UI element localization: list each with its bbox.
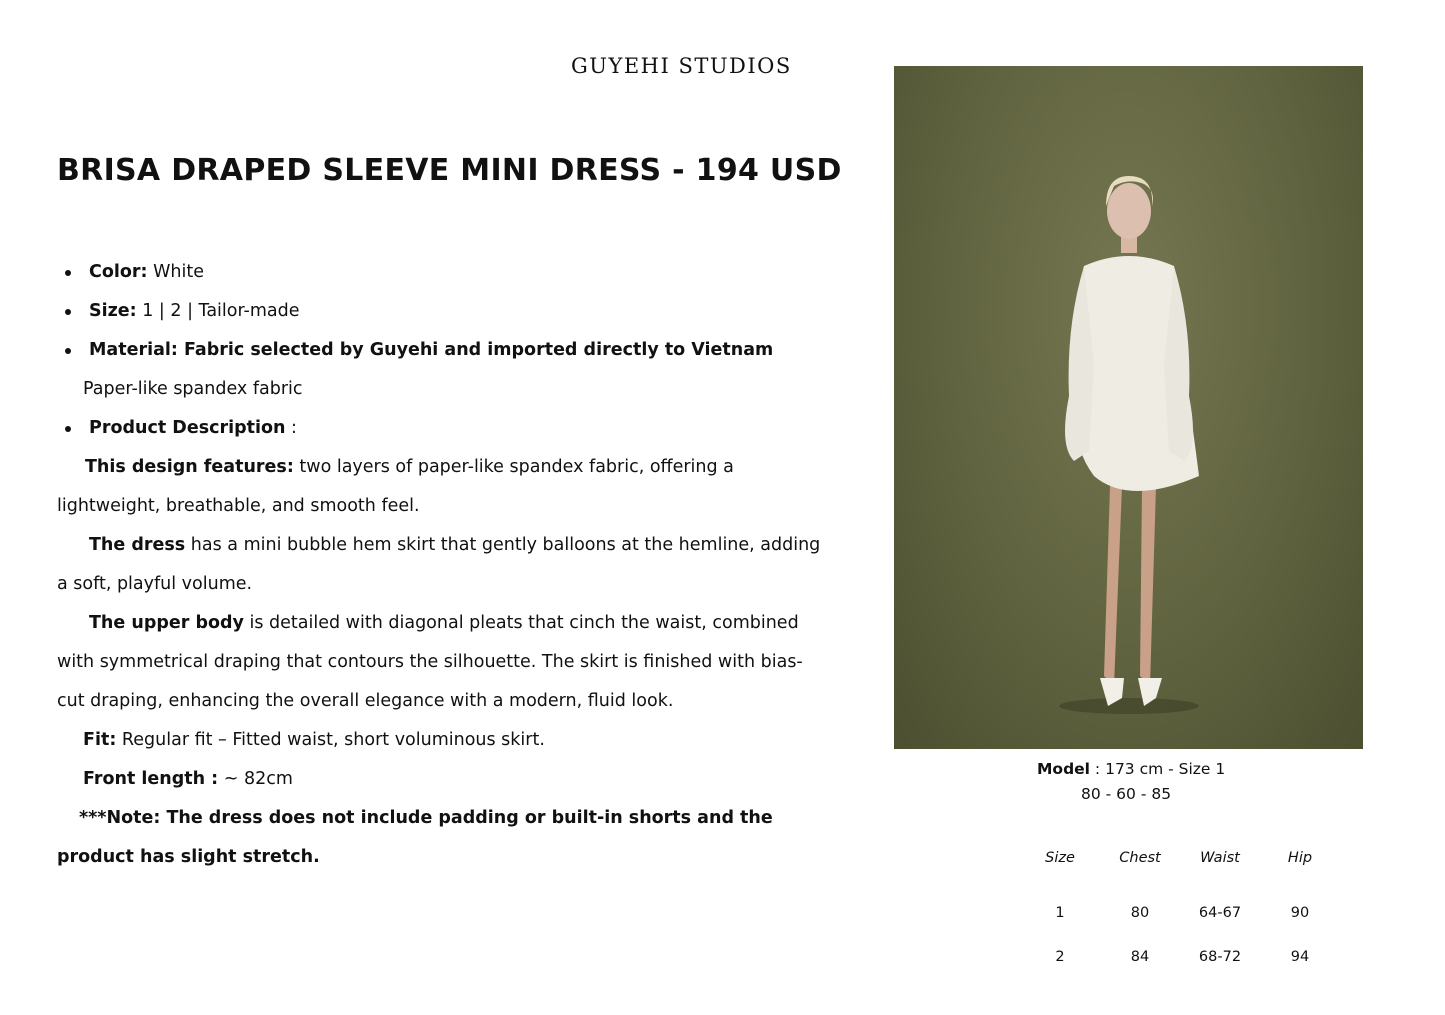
- description-label: Product Description: [89, 418, 286, 438]
- table-row: [1020, 935, 1340, 979]
- cell: 90: [1290, 905, 1310, 921]
- length-label: Front length :: [83, 769, 219, 789]
- product-photo: [894, 66, 1363, 749]
- note-text: ***Note: The dress does not include padding or built-in shorts and the product has slight stretch.: [57, 808, 773, 867]
- cell: 1: [1055, 905, 1065, 921]
- model-line: [1037, 757, 1225, 782]
- size-item: [57, 292, 827, 331]
- size-label: Size:: [89, 301, 137, 321]
- model-figure-image: [894, 66, 1363, 749]
- size-table: [1020, 845, 1340, 979]
- header-size: Size: [1045, 850, 1075, 866]
- model-info: [1037, 757, 1225, 807]
- header-waist: Waist: [1200, 850, 1240, 866]
- material-label: Material: Fabric selected by Guyehi and imported directly to Vietnam: [89, 340, 774, 360]
- paragraph-dress: [57, 526, 827, 604]
- cell: 84: [1130, 949, 1150, 965]
- p3-text: is detailed with diagonal pleats that cinch the waist, combined with symmetrical draping that contours the silhouette. The skirt is finished with bias-cut draping, enhancing the overall elegance with a modern, fluid look.: [57, 613, 803, 711]
- p2-text: has a mini bubble hem skirt that gently balloons at the hemline, adding a soft, playful volume.: [57, 535, 821, 594]
- color-value: White: [147, 262, 204, 282]
- model-height-size: : 173 cm - Size 1: [1090, 760, 1226, 778]
- material-value: Paper-like spandex fabric: [83, 379, 303, 399]
- note: [57, 799, 777, 877]
- fit-label: Fit:: [83, 730, 117, 750]
- cell: 80: [1130, 905, 1150, 921]
- model-measurements: 80 - 60 - 85: [1081, 785, 1172, 803]
- length-value: ~ 82cm: [218, 769, 293, 789]
- model-label: Model: [1037, 760, 1090, 778]
- brand-logo: GUYEHI STUDIOS: [571, 54, 792, 78]
- description-item: [57, 409, 827, 448]
- color-item: [57, 253, 827, 292]
- material-item: [57, 331, 827, 370]
- fit-value: Regular fit – Fitted waist, short voluminous skirt.: [116, 730, 545, 750]
- product-title: BRISA DRAPED SLEEVE MINI DRESS - 194 USD: [57, 153, 842, 188]
- paragraph-design: [57, 448, 827, 526]
- p2-bold: The dress: [89, 535, 186, 555]
- size-table-header: [1020, 845, 1340, 871]
- description-colon: :: [285, 418, 297, 438]
- p3-bold: The upper body: [89, 613, 244, 633]
- header-hip: Hip: [1287, 850, 1313, 866]
- p1-bold: This design features:: [85, 457, 294, 477]
- paragraph-upper-body: [57, 604, 827, 721]
- color-label: Color:: [89, 262, 148, 282]
- cell: 68-72: [1198, 949, 1242, 965]
- fit-line: [57, 721, 827, 760]
- table-row: [1020, 871, 1340, 935]
- size-value: 1 | 2 | Tailor-made: [136, 301, 300, 321]
- length-line: [57, 760, 827, 799]
- cell: 64-67: [1198, 905, 1242, 921]
- header-chest: Chest: [1119, 850, 1161, 866]
- product-details: [57, 253, 827, 877]
- cell: 2: [1055, 949, 1065, 965]
- p1-text: two layers of paper-like spandex fabric, offering a lightweight, breathable, and smooth feel.: [57, 457, 734, 516]
- cell: 94: [1290, 949, 1310, 965]
